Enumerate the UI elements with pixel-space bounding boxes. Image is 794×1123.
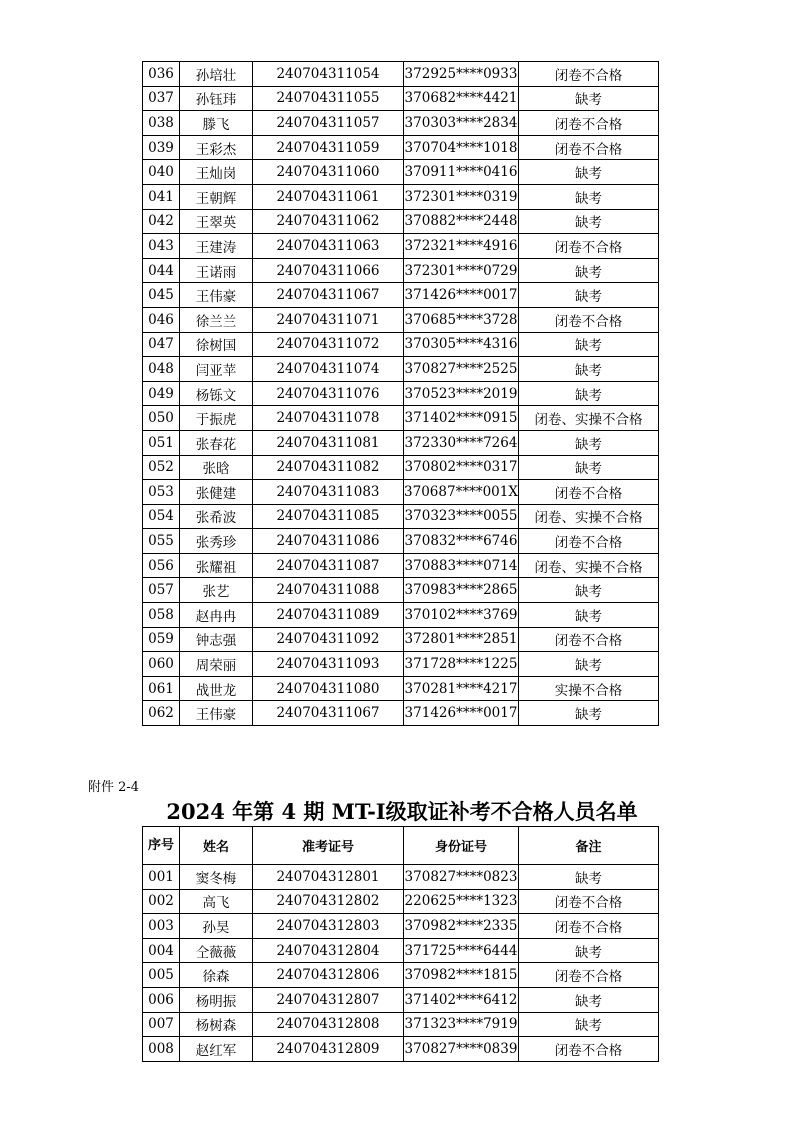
table-row — [143, 332, 659, 357]
name-cell: 王诺雨 — [180, 258, 253, 283]
table-row — [143, 938, 659, 963]
exam-number-cell: 240704312803 — [253, 914, 404, 939]
exam-number-cell: 240704311076 — [253, 381, 404, 406]
seq-cell: 006 — [143, 987, 180, 1012]
name-cell: 杨明振 — [180, 987, 253, 1012]
remarks-cell: 闭卷不合格 — [519, 135, 659, 160]
remarks-cell: 闭卷不合格 — [519, 307, 659, 332]
table-row — [143, 283, 659, 308]
seq-cell: 041 — [143, 184, 180, 209]
table-row — [143, 480, 659, 505]
remarks-cell: 闭卷、实操不合格 — [519, 406, 659, 431]
seq-cell: 061 — [143, 676, 180, 701]
seq-cell: 058 — [143, 603, 180, 628]
name-cell: 孙钰玮 — [180, 86, 253, 111]
seq-cell: 059 — [143, 627, 180, 652]
exam-number-cell: 240704311089 — [253, 603, 404, 628]
id-number-cell: 371402****6412 — [404, 987, 519, 1012]
name-cell: 赵红军 — [180, 1037, 253, 1062]
exam-number-cell: 240704311081 — [253, 430, 404, 455]
exam-number-cell: 240704311062 — [253, 209, 404, 234]
exam-number-cell: 240704311087 — [253, 553, 404, 578]
remarks-cell: 闭卷、实操不合格 — [519, 504, 659, 529]
name-cell: 滕飞 — [180, 111, 253, 136]
seq-cell: 053 — [143, 480, 180, 505]
id-number-cell: 372330****7264 — [404, 430, 519, 455]
id-number-cell: 371402****0915 — [404, 406, 519, 431]
remarks-cell: 缺考 — [519, 938, 659, 963]
header-row — [143, 827, 659, 865]
id-number-cell: 372301****0319 — [404, 184, 519, 209]
exam-number-cell: 240704312802 — [253, 889, 404, 914]
table-row — [143, 1037, 659, 1062]
remarks-cell: 闭卷、实操不合格 — [519, 553, 659, 578]
name-cell: 战世龙 — [180, 676, 253, 701]
name-cell: 高飞 — [180, 889, 253, 914]
id-number-cell: 371725****6444 — [404, 938, 519, 963]
name-cell: 赵冉冉 — [180, 603, 253, 628]
id-number-cell: 370323****0055 — [404, 504, 519, 529]
table-row — [143, 914, 659, 939]
id-number-cell: 370982****1815 — [404, 963, 519, 988]
table-row — [143, 504, 659, 529]
name-cell: 徐森 — [180, 963, 253, 988]
id-number-cell: 370685****3728 — [404, 307, 519, 332]
header-name: 姓名 — [180, 827, 253, 865]
name-cell: 仝薇薇 — [180, 938, 253, 963]
name-cell: 王灿岗 — [180, 160, 253, 185]
id-number-cell: 370704****1018 — [404, 135, 519, 160]
name-cell: 窦冬梅 — [180, 865, 253, 890]
name-cell: 徐兰兰 — [180, 307, 253, 332]
exam-number-cell: 240704311074 — [253, 357, 404, 382]
id-number-cell: 370911****0416 — [404, 160, 519, 185]
exam-number-cell: 240704312808 — [253, 1012, 404, 1037]
name-cell: 张晗 — [180, 455, 253, 480]
seq-cell: 049 — [143, 381, 180, 406]
table-row — [143, 430, 659, 455]
seq-cell: 002 — [143, 889, 180, 914]
remarks-cell: 缺考 — [519, 86, 659, 111]
id-number-cell: 370983****2865 — [404, 578, 519, 603]
exam-number-cell: 240704311060 — [253, 160, 404, 185]
name-cell: 张希波 — [180, 504, 253, 529]
remarks-cell: 缺考 — [519, 283, 659, 308]
exam-number-cell: 240704311067 — [253, 701, 404, 726]
seq-cell: 048 — [143, 357, 180, 382]
id-number-cell: 370682****4421 — [404, 86, 519, 111]
remarks-cell: 实操不合格 — [519, 676, 659, 701]
exam-number-cell: 240704311093 — [253, 652, 404, 677]
name-cell: 王朝辉 — [180, 184, 253, 209]
name-cell: 孙昊 — [180, 914, 253, 939]
id-number-cell: 370883****0714 — [404, 553, 519, 578]
remarks-cell: 闭卷不合格 — [519, 529, 659, 554]
exam-number-cell: 240704311057 — [253, 111, 404, 136]
header-seq: 序号 — [143, 827, 180, 865]
name-cell: 周荣丽 — [180, 652, 253, 677]
table-row — [143, 676, 659, 701]
exam-number-cell: 240704311083 — [253, 480, 404, 505]
seq-cell: 046 — [143, 307, 180, 332]
table1-body — [143, 62, 659, 726]
remarks-cell: 闭卷不合格 — [519, 914, 659, 939]
remarks-cell: 缺考 — [519, 578, 659, 603]
remarks-cell: 闭卷不合格 — [519, 480, 659, 505]
table-row — [143, 160, 659, 185]
id-number-cell: 370827****0823 — [404, 865, 519, 890]
table-row — [143, 652, 659, 677]
id-number-cell: 371323****7919 — [404, 1012, 519, 1037]
remarks-cell: 闭卷不合格 — [519, 1037, 659, 1062]
id-number-cell: 372925****0933 — [404, 62, 519, 87]
table-row — [143, 307, 659, 332]
name-cell: 孙培壮 — [180, 62, 253, 87]
id-number-cell: 370102****3769 — [404, 603, 519, 628]
id-number-cell: 371426****0017 — [404, 701, 519, 726]
table-row — [143, 701, 659, 726]
seq-cell: 044 — [143, 258, 180, 283]
remarks-cell: 闭卷不合格 — [519, 62, 659, 87]
exam-number-cell: 240704311067 — [253, 283, 404, 308]
exam-number-cell: 240704311092 — [253, 627, 404, 652]
remarks-cell: 缺考 — [519, 209, 659, 234]
table-row — [143, 357, 659, 382]
name-cell: 王彩杰 — [180, 135, 253, 160]
section-title: 2024 年第 4 期 MT-Ⅰ级取证补考不合格人员名单 — [166, 799, 638, 824]
seq-cell: 039 — [143, 135, 180, 160]
seq-cell: 008 — [143, 1037, 180, 1062]
remarks-cell: 缺考 — [519, 430, 659, 455]
name-cell: 闫亚苹 — [180, 357, 253, 382]
exam-number-cell: 240704311071 — [253, 307, 404, 332]
id-number-cell: 220625****1323 — [404, 889, 519, 914]
seq-cell: 007 — [143, 1012, 180, 1037]
exam-number-cell: 240704311072 — [253, 332, 404, 357]
table-row — [143, 406, 659, 431]
remarks-cell: 缺考 — [519, 865, 659, 890]
id-number-cell: 370827****2525 — [404, 357, 519, 382]
header-remarks: 备注 — [519, 827, 659, 865]
id-number-cell: 370832****6746 — [404, 529, 519, 554]
seq-cell: 042 — [143, 209, 180, 234]
seq-cell: 040 — [143, 160, 180, 185]
seq-cell: 054 — [143, 504, 180, 529]
remarks-cell: 缺考 — [519, 701, 659, 726]
seq-cell: 037 — [143, 86, 180, 111]
exam-number-cell: 240704312801 — [253, 865, 404, 890]
exam-number-cell: 240704312806 — [253, 963, 404, 988]
remarks-cell: 闭卷不合格 — [519, 111, 659, 136]
exam-number-cell: 240704311080 — [253, 676, 404, 701]
id-number-cell: 372301****0729 — [404, 258, 519, 283]
id-number-cell: 371728****1225 — [404, 652, 519, 677]
table-row — [143, 529, 659, 554]
name-cell: 徐树国 — [180, 332, 253, 357]
table-row — [143, 111, 659, 136]
seq-cell: 056 — [143, 553, 180, 578]
exam-number-cell: 240704311061 — [253, 184, 404, 209]
seq-cell: 004 — [143, 938, 180, 963]
id-number-cell: 370305****4316 — [404, 332, 519, 357]
name-cell: 王建涛 — [180, 234, 253, 259]
table2-header — [143, 827, 659, 865]
exam-number-cell: 240704312807 — [253, 987, 404, 1012]
remarks-cell: 缺考 — [519, 987, 659, 1012]
remarks-cell: 缺考 — [519, 184, 659, 209]
exam-number-cell: 240704312809 — [253, 1037, 404, 1062]
table-row — [143, 1012, 659, 1037]
id-number-cell: 370303****2834 — [404, 111, 519, 136]
table-row — [143, 578, 659, 603]
table-row — [143, 455, 659, 480]
seq-cell: 045 — [143, 283, 180, 308]
seq-cell: 062 — [143, 701, 180, 726]
name-cell: 王伟豪 — [180, 701, 253, 726]
id-number-cell: 370802****0317 — [404, 455, 519, 480]
exam-number-cell: 240704312804 — [253, 938, 404, 963]
seq-cell: 055 — [143, 529, 180, 554]
id-number-cell: 370982****2335 — [404, 914, 519, 939]
table-row — [143, 381, 659, 406]
id-number-cell: 371426****0017 — [404, 283, 519, 308]
remarks-cell: 闭卷不合格 — [519, 889, 659, 914]
seq-cell: 038 — [143, 111, 180, 136]
remarks-cell: 缺考 — [519, 603, 659, 628]
name-cell: 王翠英 — [180, 209, 253, 234]
exam-number-cell: 240704311055 — [253, 86, 404, 111]
name-cell: 张耀祖 — [180, 553, 253, 578]
table-row — [143, 553, 659, 578]
table-row — [143, 234, 659, 259]
exam-number-cell: 240704311054 — [253, 62, 404, 87]
table-row — [143, 135, 659, 160]
seq-cell: 051 — [143, 430, 180, 455]
name-cell: 张健建 — [180, 480, 253, 505]
seq-cell: 050 — [143, 406, 180, 431]
remarks-cell: 闭卷不合格 — [519, 627, 659, 652]
seq-cell: 003 — [143, 914, 180, 939]
exam-number-cell: 240704311088 — [253, 578, 404, 603]
seq-cell: 043 — [143, 234, 180, 259]
remarks-cell: 缺考 — [519, 332, 659, 357]
table-row — [143, 86, 659, 111]
table-row — [143, 209, 659, 234]
seq-cell: 052 — [143, 455, 180, 480]
remarks-cell: 闭卷不合格 — [519, 234, 659, 259]
failed-candidates-table-continued — [142, 61, 659, 726]
id-number-cell: 370523****2019 — [404, 381, 519, 406]
exam-number-cell: 240704311066 — [253, 258, 404, 283]
name-cell: 张艺 — [180, 578, 253, 603]
exam-number-cell: 240704311085 — [253, 504, 404, 529]
exam-number-cell: 240704311086 — [253, 529, 404, 554]
remarks-cell: 缺考 — [519, 357, 659, 382]
table-row — [143, 184, 659, 209]
name-cell: 张秀珍 — [180, 529, 253, 554]
id-number-cell: 372801****2851 — [404, 627, 519, 652]
header-id-number: 身份证号 — [404, 827, 519, 865]
id-number-cell: 370827****0839 — [404, 1037, 519, 1062]
id-number-cell: 370281****4217 — [404, 676, 519, 701]
attachment-label: 附件 2-4 — [88, 780, 140, 795]
remarks-cell: 闭卷不合格 — [519, 963, 659, 988]
table2-body — [143, 865, 659, 1062]
name-cell: 杨铄文 — [180, 381, 253, 406]
remarks-cell: 缺考 — [519, 455, 659, 480]
table-row — [143, 627, 659, 652]
remarks-cell: 缺考 — [519, 652, 659, 677]
table-row — [143, 258, 659, 283]
table-row — [143, 963, 659, 988]
name-cell: 钟志强 — [180, 627, 253, 652]
header-exam-number: 准考证号 — [253, 827, 404, 865]
seq-cell: 047 — [143, 332, 180, 357]
seq-cell: 060 — [143, 652, 180, 677]
name-cell: 杨树森 — [180, 1012, 253, 1037]
exam-number-cell: 240704311082 — [253, 455, 404, 480]
remarks-cell: 缺考 — [519, 1012, 659, 1037]
seq-cell: 001 — [143, 865, 180, 890]
id-number-cell: 372321****4916 — [404, 234, 519, 259]
name-cell: 张春花 — [180, 430, 253, 455]
exam-number-cell: 240704311063 — [253, 234, 404, 259]
exam-number-cell: 240704311059 — [253, 135, 404, 160]
makeup-exam-failed-table — [142, 826, 659, 1062]
remarks-cell: 缺考 — [519, 258, 659, 283]
id-number-cell: 370882****2448 — [404, 209, 519, 234]
table-row — [143, 865, 659, 890]
table-row — [143, 603, 659, 628]
remarks-cell: 缺考 — [519, 160, 659, 185]
seq-cell: 036 — [143, 62, 180, 87]
table-row — [143, 62, 659, 87]
remarks-cell: 缺考 — [519, 381, 659, 406]
table-row — [143, 987, 659, 1012]
name-cell: 于振虎 — [180, 406, 253, 431]
id-number-cell: 370687****001X — [404, 480, 519, 505]
name-cell: 王伟豪 — [180, 283, 253, 308]
exam-number-cell: 240704311078 — [253, 406, 404, 431]
seq-cell: 057 — [143, 578, 180, 603]
table-row — [143, 889, 659, 914]
seq-cell: 005 — [143, 963, 180, 988]
